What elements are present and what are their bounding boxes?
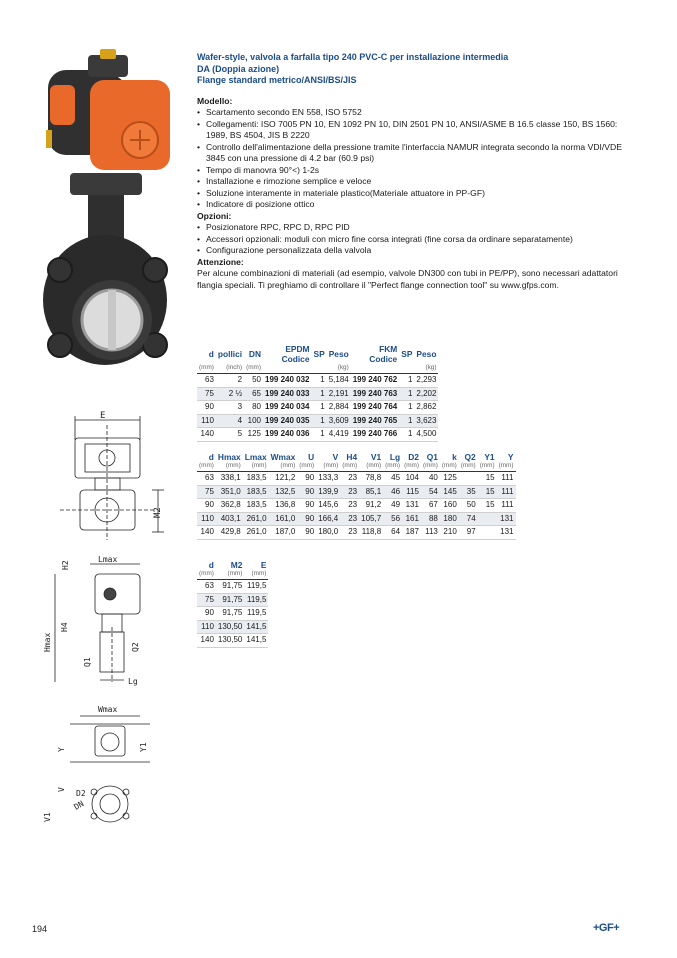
table-cell: 130,50 xyxy=(216,634,244,648)
table-cell: 74 xyxy=(459,512,478,526)
unit-label: (mm) xyxy=(383,462,402,472)
table-cell: 119,5 xyxy=(244,580,268,594)
table-cell: 1 xyxy=(399,414,414,428)
table-cell: 90 xyxy=(297,472,316,486)
table-cell: 119,5 xyxy=(244,607,268,621)
table-cell: 125 xyxy=(440,472,459,486)
table-cell: 199 240 034 xyxy=(263,401,312,415)
unit-label: (mm) xyxy=(440,462,459,472)
table-cell: 23 xyxy=(340,485,359,499)
column-header: EPDM Codice xyxy=(281,344,310,364)
unit-label xyxy=(351,364,400,374)
dimension-drawing-top xyxy=(40,702,180,832)
table-cell: 1 xyxy=(399,428,414,442)
table-cell: 199 240 766 xyxy=(351,428,400,442)
table-cell: 91,75 xyxy=(216,593,244,607)
table-cell: 338,1 xyxy=(216,472,243,486)
column-header: Y1 xyxy=(484,452,495,462)
table-cell: 4 xyxy=(216,414,244,428)
column-header: M2 xyxy=(230,560,243,570)
table-cell: 23 xyxy=(340,512,359,526)
table-cell: 180,0 xyxy=(316,526,340,540)
table-cell: 166,4 xyxy=(316,512,340,526)
table-cell: 65 xyxy=(244,387,263,401)
table-cell: 145 xyxy=(440,485,459,499)
column-header: V xyxy=(332,452,339,462)
column-header: pollici xyxy=(217,349,243,359)
table-cell: 187 xyxy=(402,526,421,540)
attenzione-heading: Attenzione: xyxy=(197,256,244,267)
table-cell: 115 xyxy=(402,485,421,499)
unit-label: (mm) xyxy=(216,462,243,472)
title-line: Wafer-style, valvola a farfalla tipo 240 PVC-C per installazione intermedia xyxy=(197,52,509,62)
unit-label: (mm) xyxy=(421,462,440,472)
table-cell: 35 xyxy=(459,485,478,499)
table-cell: 2 ½ xyxy=(216,387,244,401)
table-cell: 187,0 xyxy=(269,526,298,540)
list-item: • Soluzione interamente in materiale plastico(Materiale attuatore in PP-GF) xyxy=(197,188,637,200)
table-cell: 160 xyxy=(440,499,459,513)
column-header: SP xyxy=(313,349,325,359)
unit-label: (mm) xyxy=(478,462,497,472)
table-cell: 111 xyxy=(497,499,516,513)
table-cell: 78,8 xyxy=(359,472,383,486)
table-row xyxy=(197,472,516,486)
table-cell: 40 xyxy=(421,472,440,486)
table-cell: 111 xyxy=(497,472,516,486)
table-cell: 90 xyxy=(297,512,316,526)
table-cell: 54 xyxy=(421,485,440,499)
gf-logo: +GF+ xyxy=(593,922,620,934)
table-cell: 118,8 xyxy=(359,526,383,540)
table-cell: 97 xyxy=(459,526,478,540)
table-cell: 90 xyxy=(197,607,216,621)
table-cell: 180 xyxy=(440,512,459,526)
product-description xyxy=(197,52,637,291)
flange-dimensions-table xyxy=(197,560,268,648)
column-header: V1 xyxy=(370,452,382,462)
table-cell: 131 xyxy=(497,526,516,540)
table-cell: 119,5 xyxy=(244,593,268,607)
table-cell: 2,202 xyxy=(414,387,438,401)
table-cell: 88 xyxy=(421,512,440,526)
table-row xyxy=(197,401,438,415)
table-cell: 50 xyxy=(244,374,263,388)
table-cell: 64 xyxy=(383,526,402,540)
column-header: Y xyxy=(507,452,514,462)
table-row xyxy=(197,499,516,513)
unit-label: (mm) xyxy=(197,570,216,580)
label-hmax: Hmax xyxy=(43,632,52,652)
title-line: Flange standard metrico/ANSI/BS/JIS xyxy=(197,75,357,85)
unit-label: (mm) xyxy=(497,462,516,472)
page-number: 194 xyxy=(32,924,48,934)
column-header: Q1 xyxy=(426,452,438,462)
table-cell: 91,75 xyxy=(216,607,244,621)
list-item: • Accessori opzionali: moduli con micro fine corsa integrati (fine corsa da ordinare separatamente) xyxy=(197,234,637,246)
column-header: Lmax xyxy=(244,452,267,462)
unit-label: (mm) xyxy=(359,462,383,472)
label-e: E xyxy=(100,411,106,421)
column-header: FKM Codice xyxy=(369,344,398,364)
table-cell: 46 xyxy=(383,485,402,499)
table-cell: 131 xyxy=(497,512,516,526)
opzioni-heading: Opzioni: xyxy=(197,210,232,221)
table-row xyxy=(197,414,438,428)
table-row xyxy=(197,580,268,594)
label-y1: Y1 xyxy=(139,742,148,752)
column-header: Peso xyxy=(416,349,437,359)
table-row xyxy=(197,428,438,442)
table-cell: 261,0 xyxy=(243,526,269,540)
column-header: DN xyxy=(248,349,262,359)
table-cell: 4,419 xyxy=(327,428,351,442)
table-row xyxy=(197,374,438,388)
unit-label xyxy=(263,364,312,374)
table-cell: 67 xyxy=(421,499,440,513)
table-cell: 1 xyxy=(399,387,414,401)
table-cell: 3,623 xyxy=(414,414,438,428)
title-line: DA (Doppia azione) xyxy=(197,63,280,74)
table-row xyxy=(197,512,516,526)
label-h2: H2 xyxy=(61,560,70,570)
unit-label: (kg) xyxy=(327,364,351,374)
table-cell: 210 xyxy=(440,526,459,540)
table-cell: 1 xyxy=(312,428,327,442)
label-q1: Q1 xyxy=(83,657,92,667)
label-d2: D2 xyxy=(76,789,86,798)
dimension-drawing-side xyxy=(40,552,180,692)
list-item: • Collegamenti: ISO 7005 PN 10, EN 1092 PN 10, DIN 2501 PN 10, ANSI/ASME B 16.5 classe 150, BS 1560: 1989, BS 4504, JIS B 2220 xyxy=(197,119,637,142)
list-item: • Scartamento secondo EN 558, ISO 5752 xyxy=(197,107,637,119)
product-photo xyxy=(30,45,180,375)
unit-label: (kg) xyxy=(414,364,438,374)
dimension-drawing-front xyxy=(40,410,180,545)
label-wmax: Wmax xyxy=(98,705,118,714)
table-cell: 56 xyxy=(383,512,402,526)
table-row xyxy=(197,485,516,499)
table-cell: 199 240 035 xyxy=(263,414,312,428)
unit-label: (mm) xyxy=(197,364,216,374)
table-cell: 199 240 764 xyxy=(351,401,400,415)
list-item: • Configurazione personalizzata della valvola xyxy=(197,245,637,257)
table-row xyxy=(197,634,268,648)
label-dn: DN xyxy=(72,799,86,812)
table-cell: 90 xyxy=(197,401,216,415)
table-row xyxy=(197,387,438,401)
table-cell: 104 xyxy=(402,472,421,486)
table-cell: 199 240 036 xyxy=(263,428,312,442)
table-cell: 1 xyxy=(312,401,327,415)
table-cell: 140 xyxy=(197,526,216,540)
table-cell: 75 xyxy=(197,485,216,499)
table-cell: 91,75 xyxy=(216,580,244,594)
table-cell: 131 xyxy=(402,499,421,513)
column-header: Lg xyxy=(389,452,401,462)
label-m2: M2 xyxy=(153,507,163,518)
table-row xyxy=(197,526,516,540)
label-lg: Lg xyxy=(128,677,138,686)
table-cell: 2,862 xyxy=(414,401,438,415)
label-q2: Q2 xyxy=(131,642,140,652)
column-header: H4 xyxy=(346,452,358,462)
unit-label: (mm) xyxy=(402,462,421,472)
table-cell: 110 xyxy=(197,414,216,428)
table-cell: 161 xyxy=(402,512,421,526)
unit-label: (mm) xyxy=(459,462,478,472)
table-cell: 2,293 xyxy=(414,374,438,388)
table-cell: 145,6 xyxy=(316,499,340,513)
unit-label: (mm) xyxy=(243,462,269,472)
list-item: • Installazione e rimozione semplice e veloce xyxy=(197,176,637,188)
table-cell: 80 xyxy=(244,401,263,415)
table-cell: 5,184 xyxy=(327,374,351,388)
list-item: • Controllo dell'alimentazione della pressione tramite l'interfaccia NAMUR integrata secondo la norma VDI/VDE 3845 con una pressione di 4.2 bar (60.9 psi) xyxy=(197,142,637,165)
unit-label xyxy=(312,364,327,374)
table-cell: 5 xyxy=(216,428,244,442)
column-header: d xyxy=(208,349,214,359)
modello-list xyxy=(197,107,637,211)
table-cell xyxy=(478,512,497,526)
label-y: Y xyxy=(57,747,66,752)
table-cell: 15 xyxy=(478,499,497,513)
column-header: d xyxy=(208,560,214,570)
table-cell: 49 xyxy=(383,499,402,513)
table-cell: 403,1 xyxy=(216,512,243,526)
table-cell: 161,0 xyxy=(269,512,298,526)
table-cell: 85,1 xyxy=(359,485,383,499)
table-cell: 63 xyxy=(197,472,216,486)
table-cell: 183,5 xyxy=(243,472,269,486)
table-cell: 2 xyxy=(216,374,244,388)
modello-heading: Modello: xyxy=(197,95,233,106)
table-cell: 133,3 xyxy=(316,472,340,486)
table-cell: 90 xyxy=(197,499,216,513)
table-cell: 132,5 xyxy=(269,485,298,499)
column-header: Hmax xyxy=(217,452,241,462)
unit-label: (mm) xyxy=(216,570,244,580)
unit-label: (mm) xyxy=(340,462,359,472)
label-h4: H4 xyxy=(60,622,69,632)
table-cell: 139,9 xyxy=(316,485,340,499)
unit-label: (mm) xyxy=(197,462,216,472)
table-cell: 23 xyxy=(340,526,359,540)
opzioni-list xyxy=(197,222,637,257)
order-codes-table xyxy=(197,344,438,442)
list-item: • Tempo di manovra 90°<) 1-2s xyxy=(197,165,637,177)
product-title xyxy=(197,52,637,87)
unit-label xyxy=(399,364,414,374)
table-cell: 1 xyxy=(399,401,414,415)
table-cell: 90 xyxy=(297,499,316,513)
list-item: • Indicatore di posizione ottico xyxy=(197,199,637,211)
table-cell: 199 240 765 xyxy=(351,414,400,428)
table-cell: 2,884 xyxy=(327,401,351,415)
table-cell: 140 xyxy=(197,428,216,442)
column-header: d xyxy=(208,452,214,462)
table-cell: 23 xyxy=(340,499,359,513)
unit-label: (inch) xyxy=(216,364,244,374)
column-header: SP xyxy=(401,349,413,359)
label-v: V xyxy=(57,787,66,792)
unit-label: (mm) xyxy=(316,462,340,472)
table-cell: 261,0 xyxy=(243,512,269,526)
table-cell: 15 xyxy=(478,485,497,499)
list-item: • Posizionatore RPC, RPC D, RPC PID xyxy=(197,222,637,234)
unit-label: (mm) xyxy=(244,364,263,374)
table-cell: 136,8 xyxy=(269,499,298,513)
table-cell: 2,191 xyxy=(327,387,351,401)
table-cell: 121,2 xyxy=(269,472,298,486)
table-cell: 130,50 xyxy=(216,620,244,634)
table-cell xyxy=(459,472,478,486)
table-cell: 362,8 xyxy=(216,499,243,513)
column-header: D2 xyxy=(408,452,419,462)
table-cell: 351,0 xyxy=(216,485,243,499)
table-cell: 199 240 762 xyxy=(351,374,400,388)
table-row xyxy=(197,593,268,607)
table-row xyxy=(197,620,268,634)
table-cell: 1 xyxy=(312,374,327,388)
table-cell: 75 xyxy=(197,387,216,401)
table-cell: 141,5 xyxy=(244,620,268,634)
table-cell: 199 240 033 xyxy=(263,387,312,401)
column-header: Wmax xyxy=(270,452,296,462)
table-cell: 3 xyxy=(216,401,244,415)
unit-label: (mm) xyxy=(244,570,268,580)
table-cell: 199 240 032 xyxy=(263,374,312,388)
table-cell: 4,500 xyxy=(414,428,438,442)
table-cell: 199 240 763 xyxy=(351,387,400,401)
table-cell: 429,8 xyxy=(216,526,243,540)
table-cell: 63 xyxy=(197,374,216,388)
table-cell: 50 xyxy=(459,499,478,513)
dimensions-table xyxy=(197,452,516,540)
table-cell: 45 xyxy=(383,472,402,486)
column-header: k xyxy=(452,452,457,462)
table-cell: 63 xyxy=(197,580,216,594)
table-cell: 183,5 xyxy=(243,485,269,499)
unit-label: (mm) xyxy=(297,462,316,472)
table-cell: 140 xyxy=(197,634,216,648)
table-cell: 75 xyxy=(197,593,216,607)
table-cell: 183,5 xyxy=(243,499,269,513)
table-cell: 90 xyxy=(297,526,316,540)
table-cell: 113 xyxy=(421,526,440,540)
table-cell: 15 xyxy=(478,472,497,486)
table-cell: 90 xyxy=(297,485,316,499)
table-cell: 110 xyxy=(197,512,216,526)
table-cell xyxy=(478,526,497,540)
table-cell: 111 xyxy=(497,485,516,499)
table-cell: 141,5 xyxy=(244,634,268,648)
table-row xyxy=(197,607,268,621)
label-v1: V1 xyxy=(43,812,52,822)
attenzione-text: Per alcune combinazioni di materiali (ad esempio, valvole DN300 con tubi in PE/PP), sono necessari adattatori flangia speciali. Ti preghiamo di controllare il "Perfect flange connection tool" su www.gfps.com. xyxy=(197,268,618,290)
unit-label: (mm) xyxy=(269,462,298,472)
column-header: Q2 xyxy=(464,452,476,462)
label-lmax: Lmax xyxy=(98,555,118,564)
column-header: E xyxy=(260,560,267,570)
table-cell: 23 xyxy=(340,472,359,486)
table-cell: 100 xyxy=(244,414,263,428)
table-cell: 91,2 xyxy=(359,499,383,513)
table-cell: 1 xyxy=(312,387,327,401)
table-cell: 3,609 xyxy=(327,414,351,428)
table-cell: 110 xyxy=(197,620,216,634)
table-cell: 125 xyxy=(244,428,263,442)
column-header: U xyxy=(308,452,315,462)
table-cell: 1 xyxy=(399,374,414,388)
table-cell: 105,7 xyxy=(359,512,383,526)
column-header: Peso xyxy=(328,349,349,359)
table-cell: 1 xyxy=(312,414,327,428)
